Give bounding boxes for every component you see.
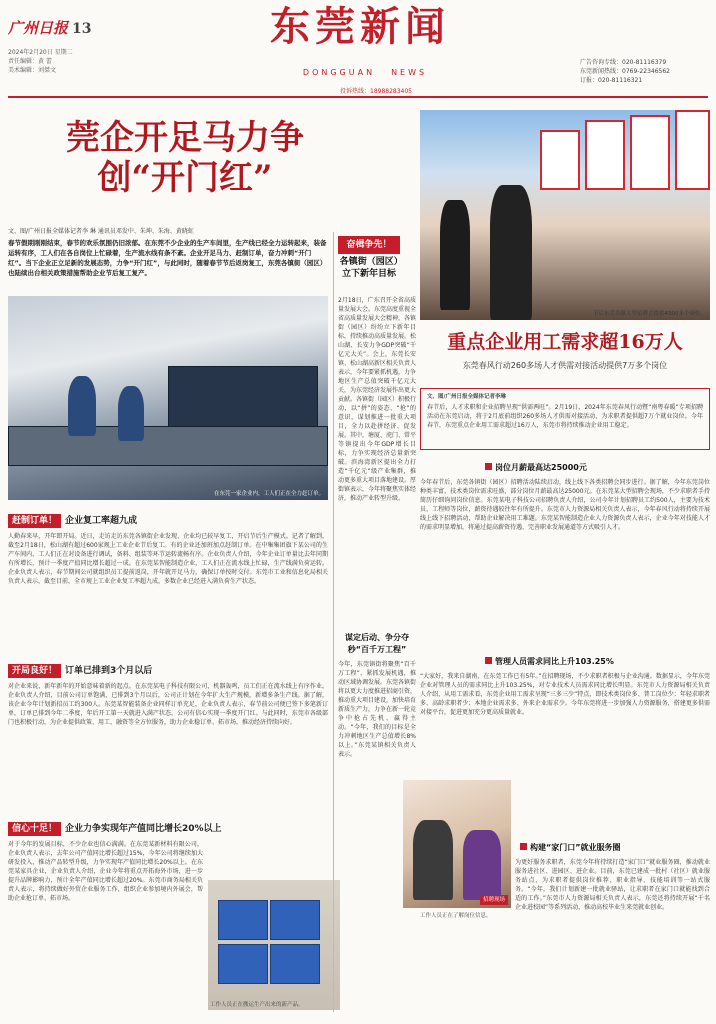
pallet-photo — [208, 880, 340, 1010]
photo-caption: 工作人员正在了解岗位信息。 — [420, 913, 492, 919]
employment-section-title: 构建“家门口”就业服务圈 — [530, 843, 621, 852]
employment-section-title: 岗位月薪最高达25000元 — [495, 463, 587, 472]
worker-figure — [68, 376, 96, 436]
section-heading — [8, 822, 328, 836]
job-board — [540, 130, 580, 190]
issue-date: 2024年2月20日 星期二 — [8, 49, 73, 56]
pallet-stack — [270, 900, 320, 940]
section-title-text: 订单已排到3个月以后 — [65, 666, 153, 676]
employment-section-title: 管理人员需求同比上升103.25% — [495, 657, 614, 666]
sidebox-tag: 奋楫争先！ — [338, 236, 400, 254]
employment-lead-box — [420, 388, 710, 450]
section-heading — [8, 514, 328, 528]
pallet-stack — [218, 944, 268, 984]
contact-line: 订报：020-81116321 — [580, 77, 643, 84]
page-number: 13 — [72, 21, 92, 37]
photo-caption: 在东莞一家企业内，工人们正在全力赶订单。 — [213, 491, 324, 497]
sidebox-subhead: 谋定后动、争分夺秒“百千万工程” — [345, 633, 409, 654]
sidebox-body: 2月18日，广东召开全省高质量发展大会。东莞高度重视全省高质量发展大会精神，各镇街（园区）纷纷立下新年目标，持续推动高质量发展。松山湖、长安力争GDP突破“千亿元大关”。会上，东莞长安镇、松山湖高新区相关负责人表示，今年要紧抓机遇，力争地区生产总值突破千亿元大关，为东莞经济发展作出更大贡献。各镇街（园区）积极行动，以“拼”的姿态、“抢”的意识，谋划推进一批重大项目，全力以赴拼经济、促发展。其中，塘厦、虎门、常平等镇提出今年GDP增长目标，力争实现经济总量新突破。滨海湾新区提出全力打造“千亿元”级产业集群，推动更多重大项目落地建设。厚街镇表示，今年将聚焦实体经济，推动产业转型升级。 — [338, 297, 416, 502]
section-subtitle — [290, 68, 440, 77]
photo-caption: 招聘现场 — [480, 895, 508, 905]
recruiter-figure — [413, 820, 453, 900]
sidebox-body-2: 今年，东莞镇街将聚焦“百千万工程”，紧抓发展机遇，推动区域协调发展。东莞各镇街将以更大力度推进招商引资，推动重大项目建设，加快培育新质生产力，力争在新一轮竞争中抢占先机、赢得主动。“今年，我们的目标是全力冲刺地区生产总值增长8%以上。”东莞某镇相关负责人表示。 — [338, 661, 416, 758]
job-board — [675, 110, 710, 190]
masthead-rule — [8, 96, 708, 98]
factory-photo — [8, 296, 328, 500]
employment-headline: 重点企业用工需求超16万人 — [447, 331, 683, 353]
square-bullet-icon — [520, 843, 527, 850]
section-body: 对企业来说，新年新年的开始意味着新的起点。在东莞某电子科技有限公司，机器轰鸣，员工们正在流水线上有序作业。企业负责人介绍，目前公司订单饱满，已排到3个月以后，公司正计划在今年扩大生产规模，新增多条生产线。据了解，该企业今年计划新招员工约300人。东莞某智能装备企业同样订单充足，企业负责人表示，春节前公司便已签下多笔新订单，订单已排到今年二季度，年后开工第一天就进入满产状态，公司有信心实现一季度开门红。与此同时，东莞市各级部门也积极行动，为企业提供政策、用工、融资等全方位服务，助力企业稳订单、拓市场，推动经济持续向好。 — [8, 683, 328, 726]
sidebox-headline: 各镇街（园区）立下新年目标 — [339, 257, 399, 279]
section-title: 东莞新闻 — [270, 3, 450, 50]
worker-figure — [118, 386, 144, 441]
conveyor-shape — [8, 426, 328, 466]
job-seeker-figure — [440, 200, 470, 310]
section-body: 人勤春来早，开年即开局。近日，走访走访东莞各镇街企业发现，企业均已较早复工，开启节后生产模式。记者了解到，截至2月18日，松山湖有超过600家规上工业企业节后复工。有的企业还加班加点赶制订单。在中集集团旗下某公司的生产车间内，工人们正在对设备进行调试，备料、组装等环节运转流畅有序。企业负责人介绍，今年企业订单量比去年同期有所增长，预计一季度产值同比增长超过一成。在东莞某智能制造企业，工人们正在流水线上忙碌，生产线满负荷运转。企业负责人表示，春节期间公司就组织员工提前返岗，开年就开足马力，确保订单按时交付。东莞市工业和信息化局相关负责人表示，截至目前，全市规上工业企业复工率超九成，多数企业已经进入满负荷生产状态。 — [8, 533, 328, 585]
editor: 责任编辑：黄 蕾 — [8, 58, 52, 65]
pallet-stack — [218, 900, 268, 940]
photo-caption: 工作人员正在搬运生产出来的新产品。 — [210, 1002, 304, 1008]
photo-caption: 节后东莞各镇大型招聘会提供4300多个岗位。 — [593, 311, 706, 317]
job-board — [630, 115, 670, 190]
subtitle-right: NEWS — [391, 68, 428, 77]
employment-section-head — [520, 842, 710, 854]
section-tag: 开局良好！ — [8, 664, 61, 678]
newspaper-logo — [8, 6, 118, 50]
section-body: 对于今年的发展目标，不少企业也信心满满。在东莞某新材料有限公司，企业负责人表示，去年公司产值同比增长超过15%，今年公司将继续加大研发投入，推动产品转型升级，力争实现年产值同比增长20%以上。在东莞某家具企业，企业负责人介绍，企业今年将重点开拓海外市场，进一步提升品牌影响力，预计全年产值同比增长超过20%。东莞市商务局相关负责人表示，将持续做好外贸企业服务工作，组织企业参加境内外展会，帮助企业抢订单、拓市场。 — [8, 841, 203, 902]
lead-headline: 莞企开足马力争创“开门红” — [66, 118, 304, 198]
subtitle-left: DONGGUAN — [302, 68, 376, 77]
proof-editor: 美术编辑：刘桀文 — [8, 67, 57, 74]
edition-info — [8, 48, 228, 75]
column-divider — [333, 232, 334, 1012]
employment-section-body: “大家好，我来自湖南，在东莞工作已有5年。”在招聘现场，不少求职者积极与企业沟通。数据显示，今年东莞企业对管理人员的需求同比上升103.25%，对专业技术人员需求同比增长明显。东莞市人力资源局相关负责人介绍，从用工需求看，东莞企业用工需求呈现“三多三少”特点，即技术类岗位多、普工岗位少；年轻求职者多、高龄求职者少；本地企业需求多、外来企业需求少。今年东莞将进一步加强人力资源服务，搭建更多供需对接平台，促进更加充分更高质量就业。 — [420, 673, 710, 716]
contact-line: 广告咨询专线：020-81116379 — [580, 59, 667, 66]
employment-subheadline: 东莞春风行动260多场人才供需对接活动提供7万多个岗位 — [462, 361, 668, 370]
applicant-figure — [463, 830, 501, 900]
pallet-stack — [270, 944, 320, 984]
logo-text: 广州日报 — [8, 19, 69, 37]
employment-lead: 春节后，人才求职和企业招聘呈现“供需两旺”。2月19日，2024年东莞春风行动暨“南粤春暖”专项招聘活动在东莞启动，将于2月底前组织260多场人才供需对接活动，为求职者提供超7万个就业岗位。今年春节，东莞重点企业用工需求超过16万人，东莞市将持续推动企业用工稳定。 — [427, 404, 703, 429]
employment-section-body: 为更好服务求职者，东莞今年将持续打造“家门口”就业服务圈，推动就业服务进社区、进园区、进企业。目前，东莞已建成一批村（社区）就业服务站点，为求职者提供岗位推荐、职业指导、技能培训等一站式服务。“今年，我们计划新建一批就业驿站，让求职者在家门口就能找到合适的工作。”东莞市人力资源局相关负责人表示，东莞还将持续开展“千名企业进校园”等系列活动，推动高校毕业生来莞就业创业。 — [515, 859, 710, 911]
lead-byline: 文、图/广州日报全媒体记者李 琳 通讯员邓发中、朱坤、朱海、黄晓虹 — [8, 228, 194, 235]
employment-section-head — [485, 656, 710, 668]
employment-section-head — [485, 462, 710, 474]
employment-byline: 文、图/广州日报全媒体记者李琳 — [427, 394, 507, 400]
section-tag: 赶制订单！ — [8, 514, 61, 528]
recruitment-photo — [403, 780, 511, 908]
section-title-text: 企业力争实现年产值同比增长20%以上 — [65, 824, 222, 834]
job-fair-photo — [420, 110, 710, 320]
section-title-text: 企业复工率超九成 — [65, 516, 138, 526]
employment-section-body: 今年春节后，东莞各镇街（园区）招聘活动陆续启动，线上线下各类招聘会同步进行。据了解，今年东莞岗位种类丰富，技术类岗位需求旺盛，部分岗位月薪最高达25000元。在东莞某大型招聘会现场，不少求职者手持简历仔细询问岗位信息。东莞某电子科技公司招聘负责人介绍，公司今年计划招聘员工约500人，主要为技术员、工程师等岗位，薪资待遇较往年有所提升。东莞市人力资源局相关负责人表示，今年春风行动将持续开展线上线下招聘活动，帮助企业解决用工难题。东莞某智能制造企业人力资源负责人表示，企业今年对技能人才的需求明显增加，将通过提高薪资待遇、完善职业发展通道等方式吸引人才。 — [420, 479, 710, 531]
hotline: 投诉热线：18988283405 — [340, 88, 412, 95]
job-board — [585, 120, 625, 190]
square-bullet-icon — [485, 657, 492, 664]
square-bullet-icon — [485, 463, 492, 470]
contact-info — [580, 58, 712, 85]
job-seeker-figure — [490, 185, 532, 320]
section-tag: 信心十足！ — [8, 822, 61, 836]
lead-paragraph: 春节假期刚刚结束，春节的欢乐氛围仍旧浓郁。在东莞不少企业的生产车间里，生产线已经全力运转起来，装备运转有序，工人们在各自岗位上忙碌着，生产流水线有条不紊。企业开足马力、赶制订单，奋力冲刺“开门红”。当下企业正立足新的发展态势，力争“开门红”，与此同时，随着春节节后返岗复工，东莞各镇街（园区）也陆续出台相关政策措施帮助企业节后复工复产。 — [8, 239, 327, 277]
contact-line: 东莞新闻热线：0769-22346562 — [580, 68, 670, 75]
section-heading — [8, 664, 328, 678]
